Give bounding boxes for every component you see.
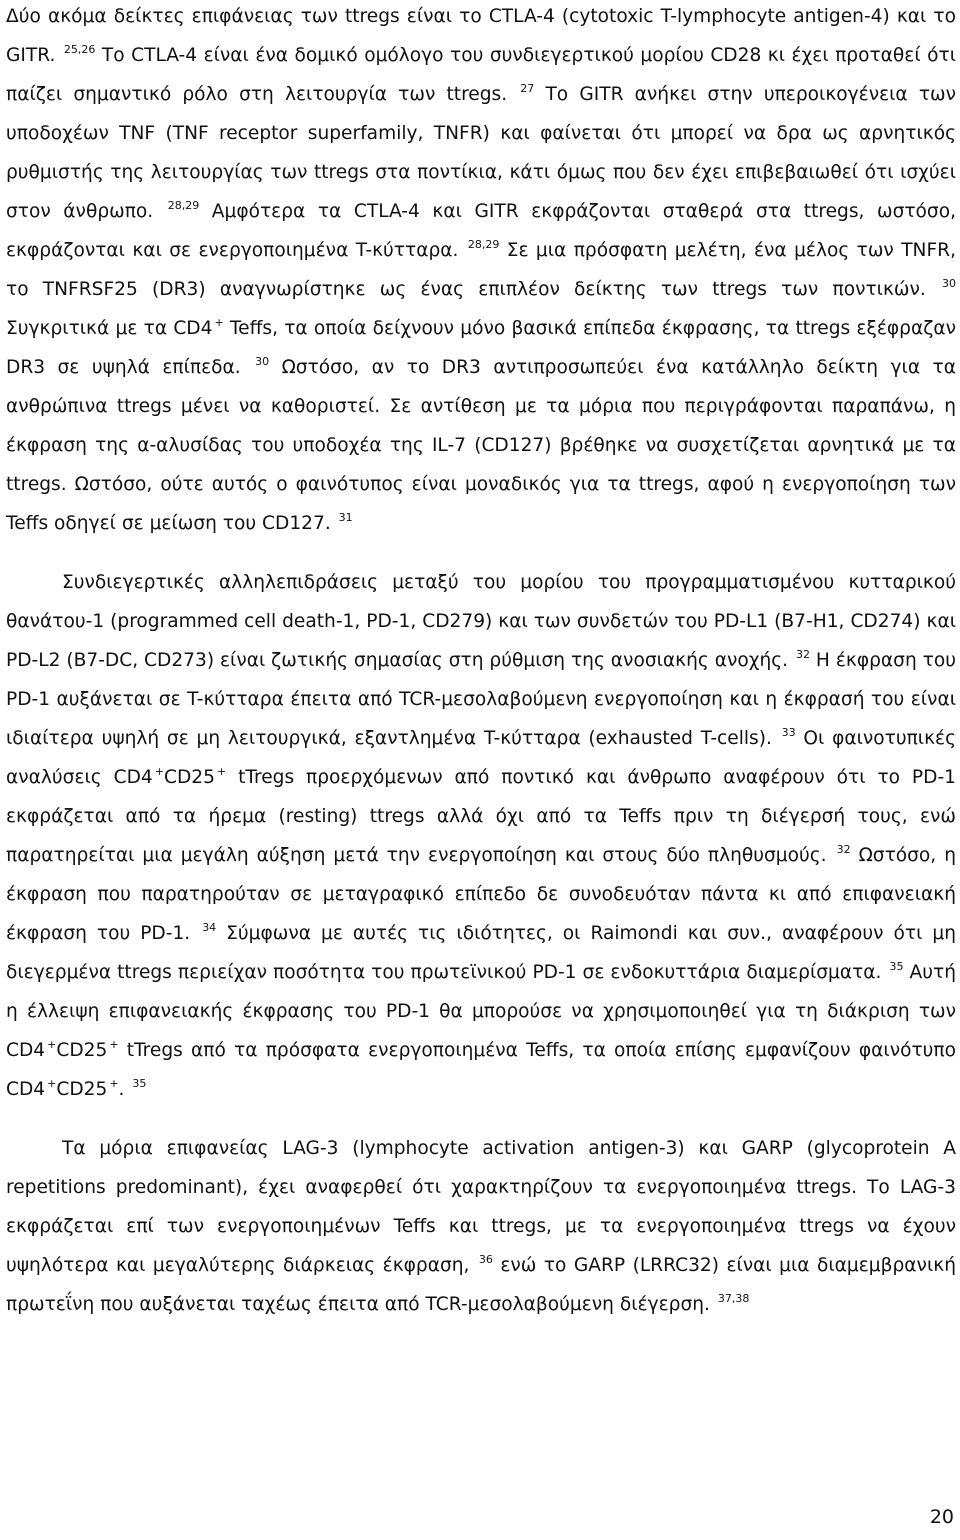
paragraph-text: Συνδιεγερτικές αλληλεπιδράσεις μεταξύ του μορίου του προγραμματισμένου κυτταρικού θανάτου-1 (programmed cell death-1, PD-1, CD279) και των συνδετών του PD-L1 (B7-H1, CD274) και PD-L2 (B7-DC, CD273) είναι ζωτικής σημασίας στη ρύθμιση της ανοσιακής ανοχής. (6, 572, 956, 671)
paragraph-text: Τα μόρια επιφανείας LAG-3 (lymphocyte activation antigen-3) και GARP (glycoprotein A repetitions predominant), έχει αναφερθεί ότι χαρακτηρίζουν τα ενεργοποιημένα ttregs. Το LAG-3 εκφράζεται επί των ενεργοποιημένων Teffs και ttregs, με τα ενεργοποιημένα ttregs να έχουν υψηλότερα και μεγαλύτερης διάρκειας έκφραση, (6, 1138, 956, 1276)
paragraph-text: Αυτή η έλλειψη επιφανειακής έκφρασης του PD-1 θα μπορούσε να χρησιμοποιηθεί για τη διάκριση των CD4 (6, 962, 956, 1061)
citation-superscript: 28,29 (167, 198, 200, 212)
citation-superscript: 25,26 (63, 42, 96, 56)
plus-superscript: + (109, 1076, 119, 1090)
paragraph-text: tTregs από τα πρόσφατα ενεργοποιημένα Teffs, τα οποία επίσης εμφανίζουν φαινότυπο CD4 (6, 1040, 956, 1100)
paragraph-text: Το CTLA-4 είναι ένα δομικό ομόλογο του συνδιεγερτικού μορίου CD28 κι έχει προταθεί ότι παίζει σημαντικό ρόλο στη λειτουργία των ttregs. (6, 45, 956, 105)
plus-superscript: + (109, 1037, 119, 1051)
citation-superscript: 36 (478, 1252, 493, 1266)
paragraph-text: tTregs προερχόμενων από ποντικό και άνθρωπο αναφέρουν ότι το PD-1 εκφράζεται από τα ήρεμα (resting) ttregs αλλά όχι από τα Teffs πριν τη διέγερσή τους, ενώ παρατηρείται μια μεγάλη αύξηση μετά την ενεργοποίηση και στους δύο πληθυσμούς. (6, 767, 956, 866)
paragraph-text: Teffs, τα οποία δείχνουν μόνο βασικά επίπεδα έκφρασης, τα ttregs εξέφραζαν DR3 σε υψηλά επίπεδα. (6, 318, 956, 378)
citation-superscript: 30 (942, 276, 956, 290)
paragraph-text: Αμφότερα τα CTLA-4 και GITR εκφράζονται σταθερά στα ttregs, ωστόσο, εκφράζονται και σε ενεργοποιημένα T-κύτταρα. (6, 201, 956, 261)
paragraph-text: Οι φαινοτυπικές αναλύσεις CD4 (6, 728, 957, 788)
paragraph-text: Δύο ακόμα δείκτες επιφάνειας των ttregs είναι το CTLA-4 (cytotoxic T-lymphocyte antigen-4) και το GITR. (6, 6, 956, 66)
paragraph-text: CD25 (56, 1079, 108, 1100)
paragraph-text: CD25 (56, 1040, 108, 1061)
citation-superscript: 35 (132, 1076, 147, 1090)
citation-superscript: 28,29 (467, 237, 500, 251)
paragraph-text: Σε μια πρόσφατη μελέτη, ένα μέλος των TNFR, το TNFRSF25 (DR3) αναγνωρίστηκε ως ένας επιπλέον δείκτης των ttregs των ποντικών. (6, 240, 956, 300)
document-page (6, 0, 956, 1324)
citation-superscript: 30 (255, 354, 270, 368)
paragraph-text: Το GITR ανήκει στην υπεροικογένεια των υποδοχέων TNF (TNF receptor superfamily, TNFR) και φαίνεται ότι μπορεί να δρα ως αρνητικός ρυθμιστής της λειτουργίας των ttregs στα ποντίκια, κάτι όμως που δεν έχει επιβεβαιωθεί ότι ισχύει στον άνθρωπο. (6, 84, 956, 222)
paragraph-text: CD25 (163, 767, 215, 788)
paragraph-text: ενώ το GARP (LRRC32) είναι μια διαμεμβρανική πρωτεΐνη που αυξάνεται ταχέως έπειτα από TCR-μεσολαβούμενη διέγερση. (6, 1255, 956, 1315)
paragraph-gap (6, 543, 956, 563)
plus-superscript: + (214, 315, 224, 329)
paragraph-pd1 (6, 563, 956, 1109)
paragraph-text: Η έκφραση του PD-1 αυξάνεται σε T-κύτταρα έπειτα από TCR-μεσολαβούμενη ενεργοποίηση και η έκφρασή του είναι ιδιαίτερα υψηλή σε μη λειτουργικά, εξαντλημένα T-κύτταρα (exhausted T-cells). (6, 650, 956, 749)
citation-superscript: 33 (781, 725, 796, 739)
citation-superscript: 35 (889, 959, 904, 973)
plus-superscript: + (216, 764, 227, 778)
paragraph-markers-ctla4-gitr (6, 0, 956, 543)
paragraph-text: Συγκριτικά με τα CD4 (6, 318, 213, 339)
paragraph-lag3-garp (6, 1129, 956, 1324)
plus-superscript: + (47, 1076, 57, 1090)
plus-superscript: + (154, 764, 164, 778)
citation-superscript: 34 (202, 920, 217, 934)
plus-superscript: + (47, 1037, 57, 1051)
paragraph-text: Ωστόσο, η έκφραση που παρατηρούταν σε μεταγραφικό επίπεδο δε συνοδευόταν πάντα κι από επιφανειακή έκφραση του PD-1. (6, 845, 956, 944)
paragraph-text: Σύμφωνα με αυτές τις ιδιότητες, οι Raimondi και συν., αναφέρουν ότι μη διεγερμένα ttregs περιείχαν ποσότητα του πρωτεϊνικού PD-1 σε ενδοκυττάρια διαμερίσματα. (6, 923, 956, 983)
citation-superscript: 32 (796, 647, 811, 661)
citation-superscript: 31 (338, 510, 353, 524)
citation-superscript: 32 (836, 842, 851, 856)
paragraph-text: . (118, 1079, 131, 1100)
paragraph-gap (6, 1109, 956, 1129)
page-number: 20 (929, 1506, 954, 1528)
citation-superscript: 27 (520, 81, 535, 95)
citation-superscript: 37,38 (717, 1291, 750, 1305)
paragraph-text: Ωστόσο, αν το DR3 αντιπροσωπεύει ένα κατάλληλο δείκτη για τα ανθρώπινα ttregs μένει να καθοριστεί. Σε αντίθεση με τα μόρια που περιγράφονται παραπάνω, η έκφραση της α-αλυσίδας του υποδοχέα της IL-7 (CD127) βρέθηκε να συσχετίζεται αρνητικά με τα ttregs. Ωστόσο, ούτε αυτός ο φαινότυπος είναι μοναδικός για τα ttregs, αφού η ενεργοποίηση των Teffs οδηγεί σε μείωση του CD127. (6, 357, 956, 534)
